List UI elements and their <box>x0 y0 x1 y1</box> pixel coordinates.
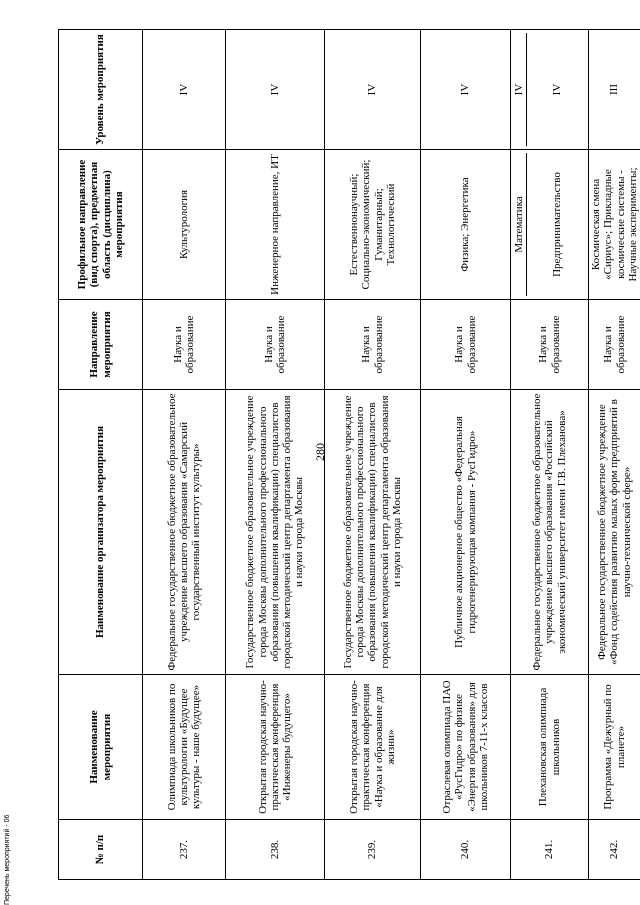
row-organizer: Публичное акционерное общество «Федеральная гидрогенерирующая компания - РусГидро» <box>421 390 511 675</box>
row-level-top: IV <box>512 33 527 146</box>
row-num: 241. <box>511 820 589 880</box>
table-row <box>143 30 226 880</box>
header-name: Наименование мероприятия <box>59 675 143 820</box>
page-number: 280 <box>313 443 327 461</box>
row-profile: Физика; Энергетика <box>421 150 511 300</box>
row-num: 242. <box>589 820 640 880</box>
row-profile-top: Математика <box>512 153 527 296</box>
table-header-row <box>59 30 143 880</box>
row-num: 240. <box>421 820 511 880</box>
row-name: Плехановская олимпиада школьников <box>511 675 589 820</box>
table-wrapper <box>58 30 639 880</box>
row-num: 238. <box>226 820 325 880</box>
row-level: IV <box>325 30 421 150</box>
row-profile: Предпринимательство <box>550 172 563 277</box>
row-level-split <box>511 30 589 150</box>
row-name: Олимпиада школьников по культурологии «Будущее культуры - наше будущее» <box>143 675 226 820</box>
footer-note: Перечень мероприятий - 06 <box>4 814 11 905</box>
row-organizer: Государственное бюджетное образовательное учреждение города Москвы дополнительного профессионального образования (повышения квалификации) специалистов городской методический центр департамента образования и науки города Москвы <box>226 390 325 675</box>
row-name: Открытая городская научно-практическая конференция «Инженеры будущего» <box>226 675 325 820</box>
row-num: 237. <box>143 820 226 880</box>
row-direction: Наука и образование <box>421 300 511 390</box>
row-profile-split <box>511 150 589 300</box>
row-direction: Наука и образование <box>143 300 226 390</box>
header-num: № п/п <box>59 820 143 880</box>
row-profile: Естественнонаучный; Социально-экономический; Гуманитарный; Технологический <box>325 150 421 300</box>
header-profile: Профильное направление (вид спорта), предметная область (дисциплина) мероприятия <box>59 150 143 300</box>
row-level: III <box>589 30 640 150</box>
header-level: Уровень мероприятия <box>59 30 143 150</box>
row-organizer: Федеральное государственное бюджетное учреждение «Фонд содействия развитию малых форм предприятий в научно-технической сфере» <box>589 390 640 675</box>
row-profile: Культурология <box>143 150 226 300</box>
row-level: IV <box>421 30 511 150</box>
row-organizer: Государственное бюджетное образовательное учреждение города Москвы дополнительного профессионального образования (повышения квалификации) специалистов городской методический центр департамента образования и науки города Москвы <box>325 390 421 675</box>
row-num: 239. <box>325 820 421 880</box>
row-level: IV <box>550 83 563 96</box>
row-organizer: Федеральное государственное бюджетное образовательное учреждение высшего образования «Самарский государственный институт культуры» <box>143 390 226 675</box>
row-profile: Инженерное направление, ИТ <box>226 150 325 300</box>
row-direction: Наука и образование <box>511 300 589 390</box>
row-direction: Наука и образование <box>226 300 325 390</box>
row-name: Программа «Дежурный по планете» <box>589 675 640 820</box>
header-organizer: Наименование организатора мероприятия <box>59 390 143 675</box>
events-table <box>58 29 640 880</box>
row-organizer: Федеральное государственное бюджетное образовательное учреждение высшего образования «Российский экономический университет имени Г.В. Плеханова» <box>511 390 589 675</box>
header-direction: Направление мероприятия <box>59 300 143 390</box>
row-level: IV <box>143 30 226 150</box>
row-profile: Космическая смена «Сириус»; Прикладные космические системы - Научные эксперименты; <box>589 150 640 300</box>
table-row <box>421 30 511 880</box>
row-name: Открытая городская научно-практическая конференция «Наука и образование для жизни» <box>325 675 421 820</box>
row-direction: Наука и образование <box>325 300 421 390</box>
table-row <box>589 30 640 880</box>
table-row <box>325 30 421 880</box>
row-name: Отраслевая олимпиада ПАО «РусГидро» по физике «Энергия образования» для школьников 7-11-х классов <box>421 675 511 820</box>
table-row <box>511 30 589 880</box>
row-level: IV <box>226 30 325 150</box>
row-direction: Наука и образование <box>589 300 640 390</box>
table-row <box>226 30 325 880</box>
